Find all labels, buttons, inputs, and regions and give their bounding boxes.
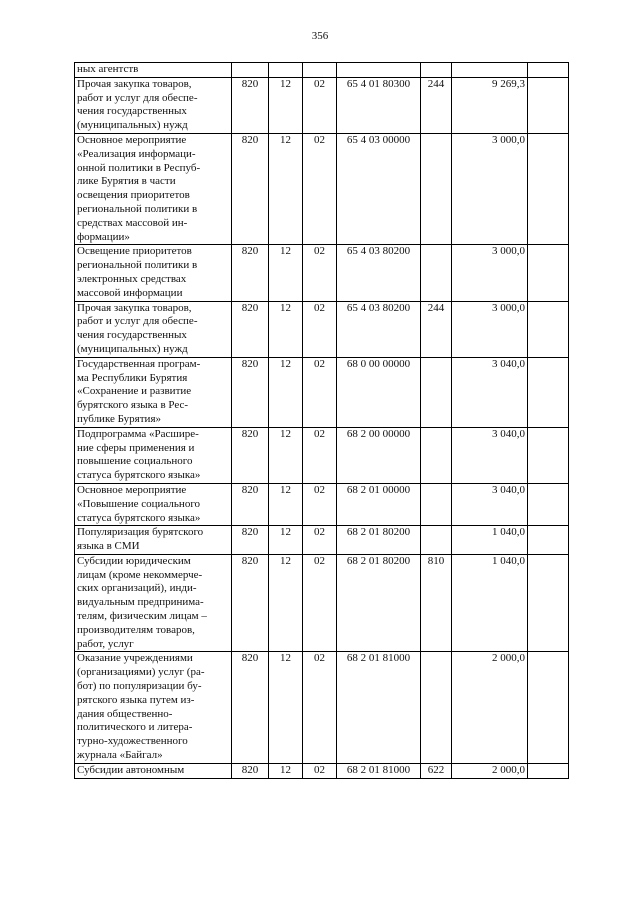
cell-section: 12: [269, 133, 303, 244]
cell-expense-type: [421, 483, 452, 525]
table-row: [75, 427, 569, 483]
cell-expense-type: [421, 427, 452, 483]
cell-extra: [528, 63, 569, 78]
cell-subsection: 02: [303, 483, 337, 525]
cell-section: 12: [269, 427, 303, 483]
cell-ministry-code: 820: [232, 483, 269, 525]
cell-target-article: 68 0 00 00000: [337, 357, 421, 427]
table-row: [75, 77, 569, 133]
cell-ministry-code: 820: [232, 652, 269, 763]
cell-target-article: 65 4 01 80300: [337, 77, 421, 133]
cell-name: Прочая закупка товаров, работ и услуг для обеспе- чения государственных (муниципальных) нужд: [75, 77, 232, 133]
cell-target-article: 68 2 00 00000: [337, 427, 421, 483]
cell-subsection: 02: [303, 652, 337, 763]
cell-section: 12: [269, 763, 303, 778]
cell-name: Субсидии автономным: [75, 763, 232, 778]
cell-amount: 3 040,0: [452, 483, 528, 525]
cell-expense-type: 244: [421, 77, 452, 133]
cell-name: Подпрограмма «Расшире- ние сферы применения и повышение социального статуса бурятского языка»: [75, 427, 232, 483]
cell-extra: [528, 357, 569, 427]
cell-amount: 3 000,0: [452, 133, 528, 244]
cell-extra: [528, 483, 569, 525]
table-row: [75, 763, 569, 778]
cell-target-article: 68 2 01 81000: [337, 652, 421, 763]
cell-target-article: 65 4 03 80200: [337, 301, 421, 357]
cell-section: 12: [269, 301, 303, 357]
cell-target-article: 65 4 03 80200: [337, 245, 421, 301]
cell-ministry-code: 820: [232, 133, 269, 244]
table-row: [75, 526, 569, 555]
cell-ministry-code: 820: [232, 357, 269, 427]
cell-amount: 9 269,3: [452, 77, 528, 133]
cell-section: 12: [269, 77, 303, 133]
cell-ministry-code: 820: [232, 554, 269, 652]
cell-target-article: 68 2 01 80200: [337, 526, 421, 555]
cell-expense-type: [421, 652, 452, 763]
cell-extra: [528, 526, 569, 555]
cell-amount: 3 000,0: [452, 301, 528, 357]
table-row: [75, 245, 569, 301]
cell-target-article: 68 2 01 80200: [337, 554, 421, 652]
cell-name: Государственная програм- ма Республики Бурятия «Сохранение и развитие бурятского языка в Рес- публике Бурятия»: [75, 357, 232, 427]
cell-extra: [528, 427, 569, 483]
cell-expense-type: [421, 245, 452, 301]
cell-target-article: 68 2 01 00000: [337, 483, 421, 525]
cell-extra: [528, 554, 569, 652]
table-row: [75, 357, 569, 427]
cell-target-article: 65 4 03 00000: [337, 133, 421, 244]
cell-extra: [528, 652, 569, 763]
cell-extra: [528, 133, 569, 244]
cell-amount: 3 040,0: [452, 427, 528, 483]
cell-subsection: 02: [303, 357, 337, 427]
cell-subsection: 02: [303, 133, 337, 244]
cell-name: Основное мероприятие «Реализация информаци- онной политики в Респуб- лике Бурятия в части освещения приоритетов региональной политики в средствах массовой ин- формации»: [75, 133, 232, 244]
cell-extra: [528, 763, 569, 778]
cell-subsection: 02: [303, 301, 337, 357]
cell-ministry-code: 820: [232, 301, 269, 357]
table-row: [75, 554, 569, 652]
cell-subsection: 02: [303, 245, 337, 301]
cell-section: 12: [269, 526, 303, 555]
cell-name: Субсидии юридическим лицам (кроме некоммерче- ских организаций), инди- видуальным предпринима- телям, физическим лицам – производителям товаров, работ, услуг: [75, 554, 232, 652]
cell-amount: 1 040,0: [452, 526, 528, 555]
cell-name: Освещение приоритетов региональной политики в электронных средствах массовой информации: [75, 245, 232, 301]
cell-expense-type: [421, 133, 452, 244]
cell-ministry-code: 820: [232, 526, 269, 555]
cell-subsection: 02: [303, 427, 337, 483]
cell-ministry-code: 820: [232, 77, 269, 133]
table-row: [75, 301, 569, 357]
cell-extra: [528, 77, 569, 133]
cell-amount: 1 040,0: [452, 554, 528, 652]
cell-section: 12: [269, 483, 303, 525]
table-row: [75, 483, 569, 525]
cell-subsection: [303, 63, 337, 78]
cell-subsection: 02: [303, 554, 337, 652]
table-row: [75, 652, 569, 763]
cell-section: 12: [269, 652, 303, 763]
cell-name: Оказание учреждениями (организациями) услуг (ра- бот) по популяризации бу- рятского языка путем из- дания общественно- политического и литера- турно-художественного журнала «Байгал»: [75, 652, 232, 763]
cell-amount: [452, 63, 528, 78]
table-row: [75, 63, 569, 78]
cell-target-article: 68 2 01 81000: [337, 763, 421, 778]
cell-expense-type: [421, 357, 452, 427]
cell-subsection: 02: [303, 77, 337, 133]
cell-section: 12: [269, 357, 303, 427]
cell-name: Популяризация бурятского языка в СМИ: [75, 526, 232, 555]
cell-ministry-code: 820: [232, 427, 269, 483]
cell-section: [269, 63, 303, 78]
cell-amount: 2 000,0: [452, 652, 528, 763]
cell-section: 12: [269, 554, 303, 652]
cell-expense-type: 244: [421, 301, 452, 357]
cell-extra: [528, 245, 569, 301]
cell-name: ных агентств: [75, 63, 232, 78]
cell-ministry-code: 820: [232, 245, 269, 301]
cell-ministry-code: 820: [232, 763, 269, 778]
cell-subsection: 02: [303, 763, 337, 778]
cell-expense-type: 622: [421, 763, 452, 778]
cell-target-article: [337, 63, 421, 78]
cell-ministry-code: [232, 63, 269, 78]
cell-extra: [528, 301, 569, 357]
cell-name: Основное мероприятие «Повышение социального статуса бурятского языка»: [75, 483, 232, 525]
budget-table: [74, 62, 569, 779]
cell-name: Прочая закупка товаров, работ и услуг для обеспе- чения государственных (муниципальных) нужд: [75, 301, 232, 357]
cell-subsection: 02: [303, 526, 337, 555]
cell-expense-type: 810: [421, 554, 452, 652]
page-number: 356: [311, 30, 329, 42]
cell-amount: 3 000,0: [452, 245, 528, 301]
cell-expense-type: [421, 63, 452, 78]
table-row: [75, 133, 569, 244]
cell-amount: 3 040,0: [452, 357, 528, 427]
cell-expense-type: [421, 526, 452, 555]
cell-amount: 2 000,0: [452, 763, 528, 778]
cell-section: 12: [269, 245, 303, 301]
